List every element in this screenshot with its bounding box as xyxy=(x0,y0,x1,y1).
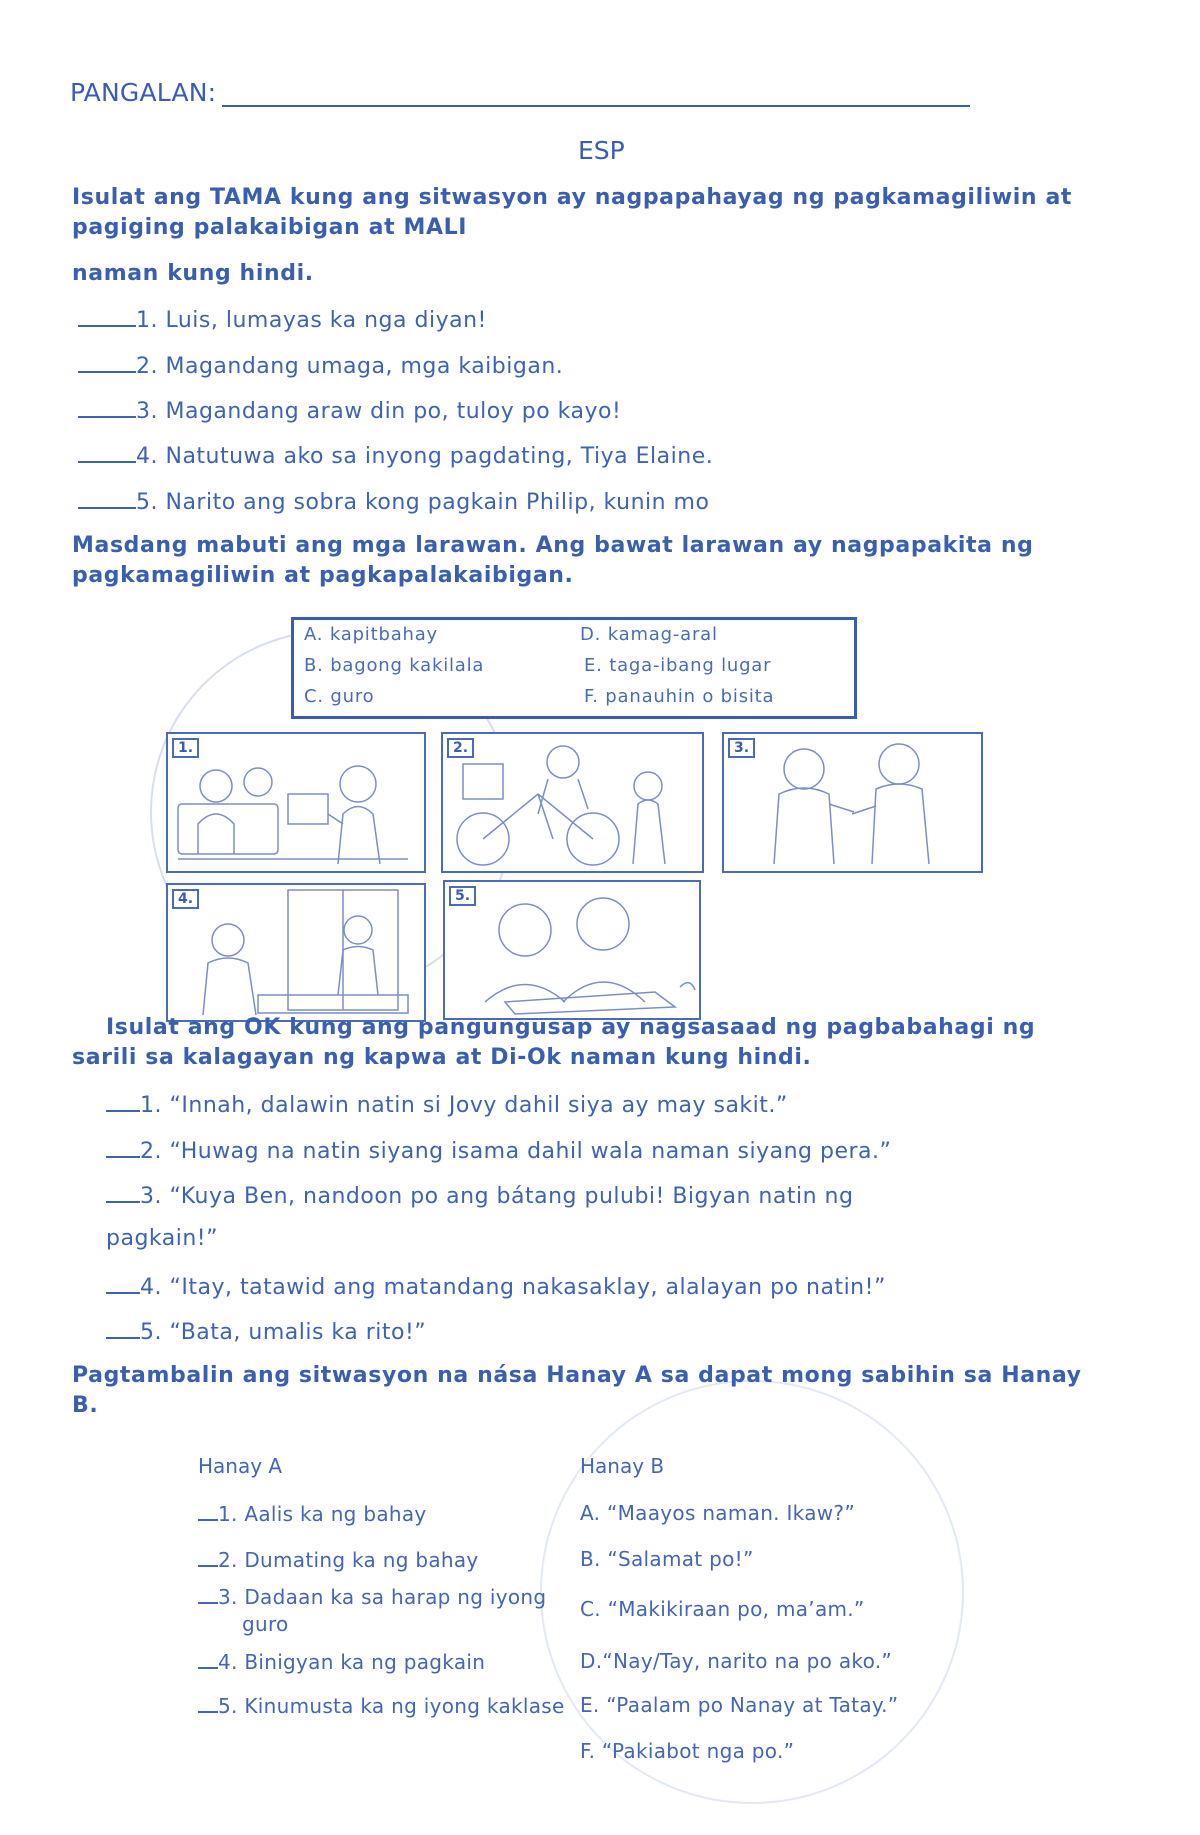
section3-item: 3. “Kuya Ben, nandoon po ang bátang pulubi! Bigyan natin ng xyxy=(106,1181,853,1209)
section3-item: 2. “Huwag na natin siyang isama dahil wala naman siyang pera.” xyxy=(106,1136,891,1164)
section2-instruction-line1: Masdang mabuti ang mga larawan. Ang bawat larawan ay nagpapakita ng xyxy=(72,533,1034,558)
name-blank-line[interactable] xyxy=(222,81,970,107)
section1-item: 4. Natutuwa ako sa inyong pagdating, Tiya Elaine. xyxy=(78,441,713,469)
section1-item: 3. Magandang araw din po, tuloy po kayo! xyxy=(78,396,621,424)
match-blank[interactable] xyxy=(198,1547,218,1567)
section1-item: 2. Magandang umaga, mga kaibigan. xyxy=(78,351,563,379)
column-a-item3-continuation: guro xyxy=(242,1612,289,1636)
picture-1-illustration xyxy=(168,734,424,871)
name-label: PANGALAN: xyxy=(70,78,217,107)
picture-4-illustration xyxy=(168,885,424,1020)
match-blank[interactable] xyxy=(198,1649,218,1669)
column-b-item: F. “Pakiabot nga po.” xyxy=(580,1739,795,1763)
answer-blank[interactable] xyxy=(78,396,136,418)
column-a-item: 1. Aalis ka ng bahay xyxy=(198,1501,427,1526)
section3-instruction-line1: Isulat ang OK kung ang pangungusap ay nagsasaad ng pagbabahagi ng xyxy=(106,1015,1036,1040)
column-b-item: D.“Nay/Tay, narito na po ako.” xyxy=(580,1649,893,1673)
answer-blank[interactable] xyxy=(106,1181,140,1203)
legend-choice: D. kamag-aral xyxy=(580,624,718,645)
choices-legend-box xyxy=(291,617,857,719)
section1-instruction-line3: naman kung hindi. xyxy=(72,261,314,286)
answer-blank[interactable] xyxy=(106,1090,140,1112)
section3-item3-continuation: pagkain!” xyxy=(106,1226,219,1251)
answer-blank[interactable] xyxy=(106,1272,140,1294)
picture-2 xyxy=(441,732,704,873)
column-b-title: Hanay B xyxy=(580,1454,665,1478)
section1-item: 5. Narito ang sobra kong pagkain Philip, kunin mo xyxy=(78,487,709,515)
column-a-item: 5. Kinumusta ka ng iyong kaklase xyxy=(198,1693,565,1718)
answer-blank[interactable] xyxy=(78,351,136,373)
subject-title: ESP xyxy=(578,136,625,165)
legend-choice: B. bagong kakilala xyxy=(304,655,485,676)
section3-item: 5. “Bata, umalis ka rito!” xyxy=(106,1317,426,1345)
picture-4 xyxy=(166,883,426,1022)
legend-choice: C. guro xyxy=(304,686,375,707)
column-a-title: Hanay A xyxy=(198,1454,283,1478)
picture-3-illustration xyxy=(724,734,981,871)
answer-blank[interactable] xyxy=(106,1136,140,1158)
legend-choice: E. taga-ibang lugar xyxy=(584,655,772,676)
column-b-item: E. “Paalam po Nanay at Tatay.” xyxy=(580,1693,899,1717)
legend-choice: A. kapitbahay xyxy=(304,624,439,645)
match-blank[interactable] xyxy=(198,1501,218,1521)
column-a-item: 2. Dumating ka ng bahay xyxy=(198,1547,479,1572)
answer-blank[interactable] xyxy=(78,441,136,463)
name-field[interactable] xyxy=(70,78,970,107)
legend-choice: F. panauhin o bisita xyxy=(584,686,775,707)
column-a-item: 4. Binigyan ka ng pagkain xyxy=(198,1649,485,1674)
answer-blank[interactable] xyxy=(78,487,136,509)
picture-3 xyxy=(722,732,983,873)
picture-number: 4. xyxy=(172,889,199,909)
picture-number: 3. xyxy=(728,738,755,758)
picture-2-illustration xyxy=(443,734,702,871)
picture-5 xyxy=(443,880,701,1020)
section1-item: 1. Luis, lumayas ka nga diyan! xyxy=(78,305,487,333)
picture-number: 1. xyxy=(172,738,199,758)
match-blank[interactable] xyxy=(198,1693,218,1713)
match-blank[interactable] xyxy=(198,1584,218,1604)
answer-blank[interactable] xyxy=(78,305,136,327)
section1-instruction-line2: pagiging palakaibigan at MALI xyxy=(72,215,467,240)
section2-instruction-line2: pagkamagiliwin at pagkapalakaibigan. xyxy=(72,563,574,588)
section4-instruction-line1: Pagtambalin ang sitwasyon na nása Hanay A sa dapat mong sabihin sa Hanay xyxy=(72,1363,1082,1388)
column-a-item: 3. Dadaan ka sa harap ng iyong xyxy=(198,1584,546,1609)
column-b-item: B. “Salamat po!” xyxy=(580,1547,754,1571)
picture-number: 5. xyxy=(449,886,476,906)
picture-5-illustration xyxy=(445,882,699,1018)
picture-number: 2. xyxy=(447,738,474,758)
section3-instruction-line2: sarili sa kalagayan ng kapwa at Di-Ok naman kung hindi. xyxy=(72,1045,812,1070)
picture-1 xyxy=(166,732,426,873)
section3-item: 4. “Itay, tatawid ang matandang nakasaklay, alalayan po natin!” xyxy=(106,1272,886,1300)
section1-instruction-line1: Isulat ang TAMA kung ang sitwasyon ay nagpapahayag ng pagkamagiliwin at xyxy=(72,185,1073,210)
column-b-item: A. “Maayos naman. Ikaw?” xyxy=(580,1501,856,1525)
column-b-item: C. “Makikiraan po, ma’am.” xyxy=(580,1597,865,1621)
section3-item: 1. “Innah, dalawin natin si Jovy dahil siya ay may sakit.” xyxy=(106,1090,788,1118)
answer-blank[interactable] xyxy=(106,1317,140,1339)
section4-instruction-line2: B. xyxy=(72,1393,99,1418)
